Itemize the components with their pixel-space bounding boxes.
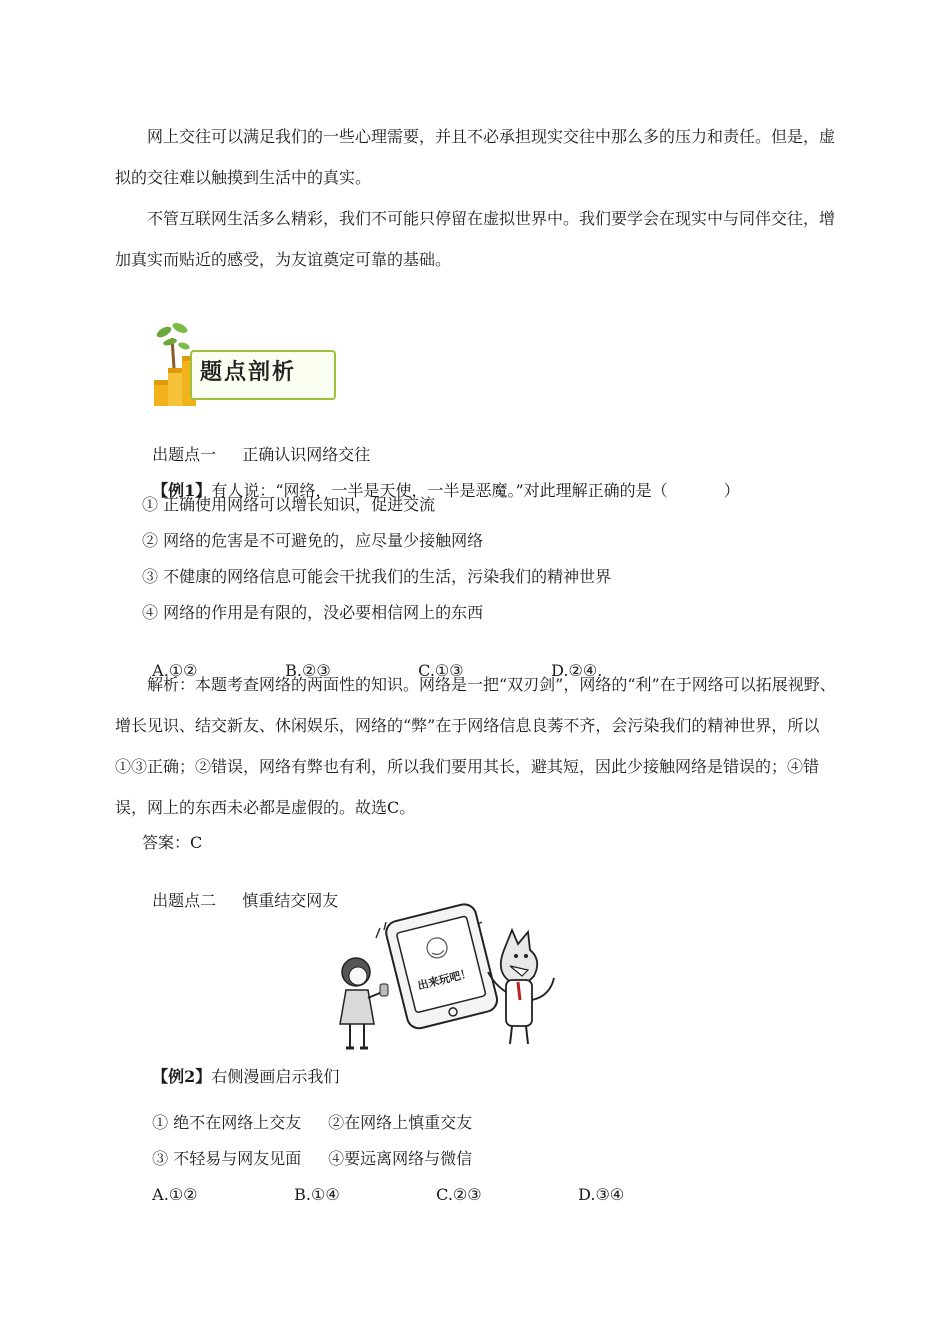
section-banner: [148, 318, 338, 410]
question-point-2: [142, 868, 338, 912]
option-d: D.③④: [578, 1185, 625, 1204]
example-1-item: ③ 不健康的网络信息可能会干扰我们的生活，污染我们的精神世界: [142, 567, 612, 586]
example-2-item: ②在网络上慎重交友: [328, 1113, 473, 1132]
example-1-close-paren: ）: [723, 481, 740, 500]
option-a: A.①②: [152, 1185, 198, 1204]
option-b: B.①④: [294, 1185, 340, 1204]
example-1-tag: 【例1】: [152, 481, 212, 500]
option-a: A.①②: [152, 661, 198, 680]
example-2-item: ③ 不轻易与网友见面: [152, 1149, 302, 1168]
example-1-analysis: 解析：本题考查网络的两面性的知识。网络是一把“双刃剑”，网络的“利”在于网络可以拓展视野、增长见识、结交新友、休闲娱乐，网络的“弊”在于网络信息良莠不齐，会污染我们的精神世界，所以①③正确；②错误，网络有弊也有利，所以我们要用其长，避其短，因此少接触网络是错误的；④错误，网上的东西未必都是虚假的。故选C。: [115, 675, 836, 817]
example-1-answer: 答案：C: [142, 833, 203, 852]
point-1-label: 出题点一: [152, 445, 217, 464]
cartoon-screen-text: 出来玩吧！: [416, 966, 473, 993]
intro-paragraph-2: 不管互联网生活多么精彩，我们不可能只停留在虚拟世界中。我们要学会在现实中与同伴交往，增加真实而贴近的感受，为友谊奠定可靠的基础。: [115, 209, 836, 269]
option-d: D.②④.: [551, 661, 603, 680]
point-1-title: 正确认识网络交往: [242, 445, 371, 464]
example-2-item: ④要远离网络与微信: [328, 1149, 473, 1168]
option-c: C.①③: [418, 661, 464, 680]
example-2-tag: 【例2】: [152, 1067, 212, 1086]
example-1-item: ② 网络的危害是不可避免的，应尽量少接触网络: [142, 531, 484, 550]
example-1-item: ① 正确使用网络可以增长知识，促进交流: [142, 495, 436, 514]
example-1-item: ④ 网络的作用是有限的，没必要相信网上的东西: [142, 603, 484, 622]
example-2-options: [142, 1162, 624, 1206]
cartoon-drawing: [328, 900, 558, 1060]
example-2-stem: 右侧漫画启示我们: [211, 1067, 340, 1086]
example-2-item: ① 绝不在网络上交友: [152, 1113, 302, 1132]
example-2-question: [142, 1044, 339, 1088]
option-c: C.②③: [436, 1185, 482, 1204]
option-b: B.②③: [285, 661, 331, 680]
point-2-title: 慎重结交网友: [242, 891, 339, 910]
intro-paragraph-1: 网上交往可以满足我们的一些心理需要，并且不必承担现实交往中那么多的压力和责任。但是，虚拟的交往难以触摸到生活中的真实。: [115, 127, 836, 187]
banner-title: 题点剖析: [200, 360, 297, 385]
example-1-stem: 有人说：“网络，一半是天使，一半是恶魔。”对此理解正确的是（: [211, 481, 668, 500]
point-2-label: 出题点二: [152, 891, 217, 910]
cartoon-illustration: [328, 900, 558, 1060]
